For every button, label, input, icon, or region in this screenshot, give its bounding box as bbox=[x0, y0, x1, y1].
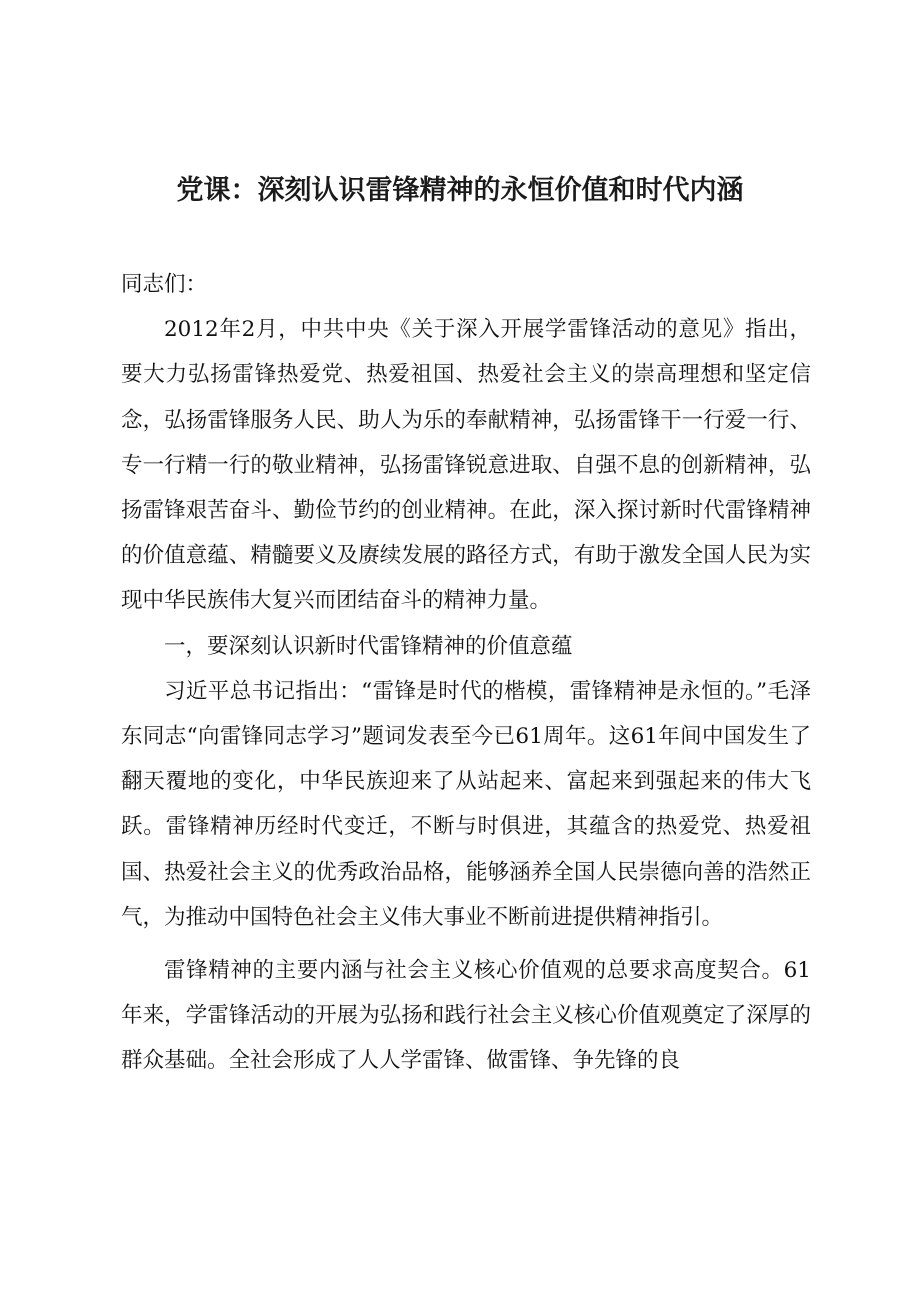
section-heading-1: 一，要深刻认识新时代雷锋精神的价值意蕴 bbox=[164, 633, 573, 659]
document-body bbox=[121, 262, 811, 1084]
salutation: 同志们： bbox=[121, 272, 208, 297]
paragraph-2: 习近平总书记指出：“雷锋是时代的楷模，雷锋精神是永恒的。”毛泽东同志“向雷锋同志学习”题词发表至今已61周年。这61年间中国发生了翻天覆地的变化，中华民族迎来了从站起来、富起来到强起来的伟大飞跃。雷锋精神历经时代变迁，不断与时俱进，其蕴含的热爱党、热爱祖国、热爱社会主义的优秀政治品格，能够涵养全国人民崇德向善的浩然正气，为推动中国特色社会主义伟大事业不断前进提供精神指引。 bbox=[121, 678, 811, 930]
paragraph-1: 2012年2月，中共中央《关于深入开展学雷锋活动的意见》指出，要大力弘扬雷锋热爱党、热爱祖国、热爱社会主义的崇高理想和坚定信念，弘扬雷锋服务人民、助人为乐的奉献精神，弘扬雷锋干一行爱一行、专一行精一行的敬业精神，弘扬雷锋锐意进取、自强不息的创新精神，弘扬雷锋艰苦奋斗、勤俭节约的创业精神。在此，深入探讨新时代雷锋精神的价值意蕴、精髓要义及赓续发展的路径方式，有助于激发全国人民为实现中华民族伟大复兴而团结奋斗的精神力量。 bbox=[121, 317, 811, 614]
document-title: 党课：深刻认识雷锋精神的永恒价值和时代内涵 bbox=[176, 175, 744, 206]
paragraph-3: 雷锋精神的主要内涵与社会主义核心价值观的总要求高度契合。61年来，学雷锋活动的开展为弘扬和践行社会主义核心价值观奠定了深厚的群众基础。全社会形成了人人学雷锋、做雷锋、争先锋的良 bbox=[121, 958, 811, 1074]
